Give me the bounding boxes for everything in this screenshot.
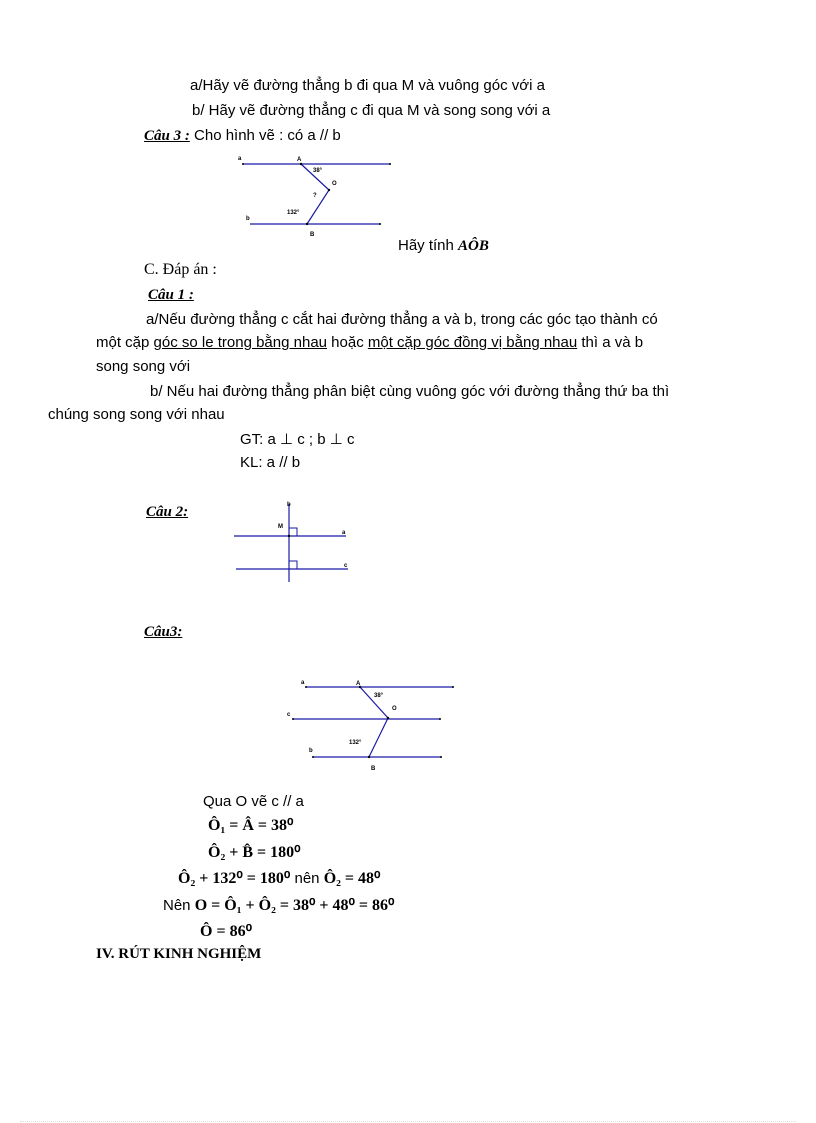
alternate-angles-term: góc so le trong bằng nhau: [153, 334, 327, 351]
ask-symbol: AÔB: [458, 238, 489, 254]
answer-1a-line1: a/Nếu đường thẳng c cắt hai đường thẳng a và b, trong các góc tạo thành có: [146, 311, 658, 328]
label-angle-132: 132°: [287, 210, 300, 216]
answer-1a-line3: song song với: [96, 358, 191, 375]
answer-1b-line2: chúng song song với nhau: [48, 406, 225, 423]
question-3-label: Câu 3 :: [144, 128, 190, 144]
label-unknown: ?: [313, 193, 317, 199]
label-point-b: B: [310, 232, 315, 238]
label-angle-38: 38°: [374, 693, 384, 699]
label-line-c: c: [344, 563, 348, 569]
construction-step: Qua O vẽ c // a: [203, 793, 304, 810]
figure-question-3: [235, 152, 405, 242]
task-b-part-a: a/Hãy vẽ đường thẳng b đi qua M và vuông góc với a: [190, 77, 545, 94]
answer-1a-line2: một cặp góc so le trong bằng nhau hoặc một cặp góc đồng vị bằng nhau thì a và b: [96, 334, 644, 351]
label-line-b: b: [309, 748, 313, 754]
hypothesis: GT: a ⊥ c ; b ⊥ c: [240, 431, 355, 448]
label-line-a: a: [238, 156, 242, 162]
answer-1b-line1: b/ Nếu hai đường thẳng phân biệt cùng vuông góc với đường thẳng thứ ba thì: [150, 383, 670, 400]
label-line-b: b: [287, 502, 291, 508]
label-line-a: a: [301, 680, 305, 686]
page-bottom-rule: [20, 1121, 796, 1122]
conclusion: KL: a // b: [240, 454, 301, 471]
right-angle-mark-lower: [289, 561, 297, 569]
answer-3-label: Câu3:: [144, 624, 183, 640]
ask-text: Hãy tính: [398, 237, 454, 254]
equation-4: Nên O = Ô₁ + Ô₂ = 38⁰ + 48⁰ = 86⁰: [163, 897, 395, 914]
answer-1-label: Câu 1 :: [148, 287, 194, 303]
label-point-o: O: [392, 706, 397, 712]
section-4-heading: IV. RÚT KINH NGHIỆM: [96, 946, 262, 962]
label-point-b: B: [371, 766, 376, 772]
answer-2-label: Câu 2:: [146, 504, 189, 520]
label-point-o: O: [332, 181, 337, 187]
label-line-b: b: [246, 216, 250, 222]
ask-line: [398, 236, 489, 256]
label-point-a: A: [356, 681, 361, 687]
equation-5: Ô = 86⁰: [200, 923, 252, 940]
equation-1: Ô₁ = Â = 38⁰: [208, 817, 294, 834]
label-line-a: a: [342, 530, 346, 536]
figure-answer-2: [228, 500, 358, 585]
right-angle-mark-upper: [289, 528, 297, 536]
corresponding-angles-term: một cặp góc đồng vị bằng nhau: [367, 334, 578, 351]
answers-heading: C. Đáp án :: [144, 261, 217, 278]
question-3-text: Cho hình vẽ : có a // b: [194, 127, 341, 144]
label-angle-132: 132°: [349, 740, 362, 746]
task-b-part-b: b/ Hãy vẽ đường thẳng c đi qua M và song song với a: [192, 102, 551, 119]
figure-answer-3: [283, 677, 463, 777]
equation-3: Ô₂ + 132⁰ = 180⁰ nên Ô₂ = 48⁰: [178, 870, 381, 887]
label-point-a: A: [297, 157, 302, 163]
question-3: [144, 126, 341, 146]
label-point-m: M: [278, 524, 283, 530]
equation-2: Ô₂ + B̂ = 180⁰: [208, 844, 301, 861]
label-line-c: c: [287, 712, 291, 718]
label-angle-38: 38°: [313, 168, 323, 174]
